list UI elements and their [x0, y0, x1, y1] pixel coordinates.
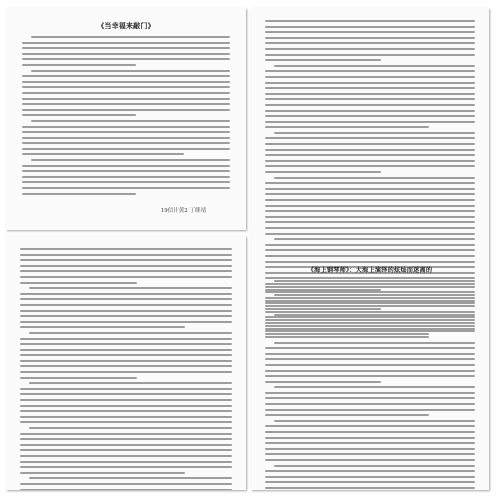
- text-line: [20, 489, 232, 490]
- text-line: [265, 205, 475, 207]
- text-line: [265, 448, 475, 450]
- text-line: [22, 181, 230, 183]
- document-page-bottom-left: [6, 236, 246, 490]
- text-line: [22, 142, 230, 144]
- text-line: [22, 75, 230, 77]
- text-line: [22, 137, 230, 139]
- text-line: [265, 188, 475, 190]
- text-line: [20, 304, 232, 306]
- page-title: 《当幸福来敲门》: [97, 21, 155, 30]
- text-line: [20, 265, 232, 267]
- text-line: [274, 342, 475, 344]
- text-line: [265, 143, 475, 145]
- text-line: [22, 176, 230, 178]
- text-line: [265, 233, 475, 235]
- text-line: [265, 244, 475, 246]
- text-line: [274, 65, 475, 67]
- body-text-block: [22, 36, 230, 198]
- text-line: [265, 199, 475, 201]
- text-line: [265, 319, 475, 321]
- text-line: [20, 421, 232, 423]
- text-line: [20, 259, 232, 261]
- text-line: [22, 193, 136, 195]
- text-line: [265, 70, 475, 72]
- text-line: [274, 280, 475, 282]
- text-line: [265, 261, 475, 263]
- text-line: [265, 381, 381, 383]
- text-line: [265, 370, 475, 372]
- text-line: [20, 321, 232, 323]
- text-line: [20, 310, 232, 312]
- section-subtitle: 《海上钢琴师》：大海上演绎的炫灿而迷离的: [307, 267, 433, 274]
- text-line: [265, 227, 475, 229]
- text-line: [20, 416, 232, 418]
- text-line: [265, 171, 381, 173]
- text-line: [29, 382, 232, 384]
- text-line: [265, 126, 429, 128]
- text-line: [265, 330, 475, 332]
- text-line: [265, 160, 475, 162]
- text-line: [20, 472, 185, 474]
- text-line: [22, 47, 230, 49]
- text-line: [265, 115, 475, 117]
- text-line: [265, 375, 475, 377]
- text-line: [265, 54, 475, 56]
- text-line: [22, 64, 136, 66]
- text-line: [22, 187, 230, 189]
- text-line: [22, 81, 230, 83]
- text-line: [20, 455, 232, 457]
- text-line: [20, 483, 232, 485]
- text-line: [265, 481, 475, 483]
- text-line: [274, 177, 475, 179]
- text-line: [22, 165, 230, 167]
- text-line: [265, 459, 475, 461]
- text-line: [265, 425, 475, 427]
- text-line: [265, 87, 475, 89]
- author-signature: 19信计黄2 丁绯靖: [160, 208, 206, 214]
- text-line: [29, 332, 232, 334]
- text-line: [265, 286, 475, 288]
- text-line: [31, 120, 230, 122]
- text-line: [22, 170, 230, 172]
- text-line: [22, 53, 230, 55]
- text-line: [29, 287, 232, 289]
- text-line: [265, 431, 475, 433]
- text-line: [20, 326, 185, 328]
- text-line: [20, 315, 232, 317]
- text-line: [20, 433, 232, 435]
- text-line: [265, 487, 475, 489]
- text-line: [20, 410, 232, 412]
- text-line: [265, 392, 475, 394]
- text-line: [20, 293, 232, 295]
- text-line: [22, 92, 230, 94]
- text-line: [20, 461, 232, 463]
- text-line: [265, 353, 475, 355]
- text-line: [20, 338, 232, 340]
- text-line: [265, 121, 475, 123]
- text-line: [20, 276, 232, 278]
- text-line: [20, 349, 232, 351]
- text-line: [265, 325, 475, 327]
- text-line: [20, 270, 232, 272]
- text-line: [20, 438, 232, 440]
- text-line: [265, 297, 475, 299]
- text-line: [265, 277, 475, 279]
- body-text-block-lower: [265, 280, 475, 490]
- text-line: [20, 405, 232, 407]
- text-line: [22, 153, 184, 155]
- text-line: [274, 314, 475, 316]
- text-line: [265, 336, 429, 338]
- text-line: [265, 93, 475, 95]
- text-line: [265, 37, 475, 39]
- text-line: [20, 393, 232, 395]
- text-line: [265, 137, 475, 139]
- text-line: [29, 477, 232, 479]
- text-line: [31, 159, 230, 161]
- text-line: [265, 453, 475, 455]
- text-line: [265, 76, 475, 78]
- text-line: [265, 110, 475, 112]
- text-line: [274, 420, 475, 422]
- text-line: [22, 126, 230, 128]
- text-line: [20, 466, 232, 468]
- text-line: [265, 31, 475, 33]
- text-line: [274, 238, 475, 240]
- text-line: [22, 86, 230, 88]
- document-page-top-left: [6, 8, 246, 230]
- text-line: [265, 20, 475, 22]
- text-line: [22, 98, 230, 100]
- text-line: [265, 165, 475, 167]
- text-line: [265, 210, 475, 212]
- text-line: [22, 109, 230, 111]
- text-line: [20, 360, 232, 362]
- text-line: [20, 399, 232, 401]
- text-line: [265, 414, 429, 416]
- document-page-right: [251, 8, 489, 490]
- text-line: [265, 216, 475, 218]
- text-line: [29, 427, 232, 429]
- text-line: [265, 403, 475, 405]
- text-line: [265, 193, 475, 195]
- text-line: [274, 465, 475, 467]
- text-line: [265, 149, 475, 151]
- text-line: [265, 26, 475, 28]
- text-line: [265, 291, 475, 293]
- text-line: [265, 470, 475, 472]
- text-line: [265, 48, 475, 50]
- text-line: [31, 70, 230, 72]
- text-line: [20, 365, 232, 367]
- text-line: [265, 442, 475, 444]
- text-line: [20, 354, 232, 356]
- text-line: [265, 364, 475, 366]
- text-line: [20, 343, 232, 345]
- text-line: [265, 42, 475, 44]
- text-line: [20, 254, 232, 256]
- text-line: [22, 131, 230, 133]
- text-line: [265, 104, 475, 106]
- text-line: [22, 148, 230, 150]
- text-line: [265, 476, 475, 478]
- text-line: [274, 132, 475, 134]
- text-line: [265, 59, 381, 61]
- text-line: [265, 255, 475, 257]
- text-line: [265, 249, 475, 251]
- text-line: [265, 182, 475, 184]
- text-line: [265, 98, 475, 100]
- text-line: [265, 308, 381, 310]
- text-line: [20, 388, 232, 390]
- text-line: [265, 154, 475, 156]
- text-line: [22, 42, 230, 44]
- text-line: [20, 449, 232, 451]
- text-line: [265, 347, 475, 349]
- text-line: [22, 114, 136, 116]
- text-line: [20, 371, 232, 373]
- text-line: [20, 298, 232, 300]
- text-line: [22, 58, 230, 60]
- text-line: [265, 82, 475, 84]
- text-line: [20, 444, 232, 446]
- text-line: [265, 437, 475, 439]
- text-line: [265, 358, 475, 360]
- text-line: [20, 282, 137, 284]
- text-line: [20, 377, 137, 379]
- text-line: [31, 36, 230, 38]
- text-line: [265, 409, 475, 411]
- text-line: [265, 397, 475, 399]
- body-text-block: [20, 248, 232, 490]
- text-line: [265, 302, 475, 304]
- text-line: [274, 386, 475, 388]
- text-line: [20, 248, 232, 250]
- text-line: [22, 103, 230, 105]
- text-line: [265, 221, 475, 223]
